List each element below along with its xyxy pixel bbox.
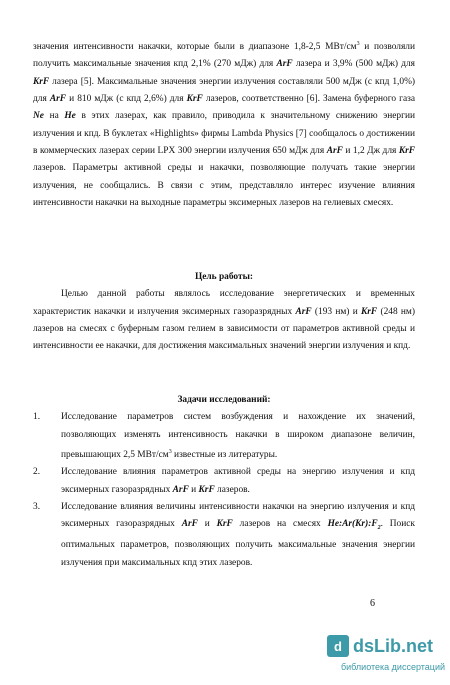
list-number: 2. <box>33 467 41 478</box>
formula-krf: KrF <box>398 145 415 156</box>
text-run: (193 нм) и <box>311 306 362 317</box>
formula-krf: KrF <box>216 519 233 530</box>
text-run: (248 нм) лазеров на смесях с буферным газом гелием в зависимости от параметров активной среды и интенсивности ее накачки, для достижения максимальных значений энергии излучения и кпд. <box>33 306 415 352</box>
formula-arf: ArF <box>295 306 312 317</box>
superscript: 3 <box>168 448 172 455</box>
text-run: и <box>197 519 217 530</box>
text-run: и <box>188 484 199 495</box>
text-run: и 1,2 Дж для <box>342 145 399 156</box>
text-run: значения интенсивности накачки, которые были в диапазоне 1,8-2,5 МВт/см <box>33 42 357 53</box>
formula-he: He <box>64 111 76 122</box>
formula-krf: KrF <box>33 76 50 87</box>
formula-krf: KrF <box>186 94 203 105</box>
subscript: 2 <box>377 525 381 532</box>
formula-krf: KrF <box>361 306 378 317</box>
formula-krf: KrF <box>198 484 215 495</box>
text-run: Исследование параметров систем возбуждения и нахождение их значений, позволяющих изменять интенсивность накачки в широком диапазоне величин, превышающих 2,5 МВт/см <box>61 412 415 461</box>
list-number: 3. <box>33 501 41 512</box>
formula-arf: ArF <box>49 94 67 105</box>
text-run: лазеров. <box>214 484 250 495</box>
text-run: на <box>43 111 65 122</box>
text-run: лазера и 3,9% (500 мДж) для <box>292 59 415 70</box>
formula-arf: ArF <box>172 484 189 495</box>
formula-arf: ArF <box>181 519 198 530</box>
watermark-logo <box>325 632 445 660</box>
formula-arf: ArF <box>276 59 293 70</box>
logo-text: dsLib.net <box>353 636 433 656</box>
text-run: лазера [5]. Максимальные значения энергии излучения составляли 500 мДж (с кпд 1,0%) для <box>33 76 415 105</box>
text-run: и позволяли получить максимальные значения кпд 2,1% (270 мДж) для <box>33 42 415 70</box>
intro-paragraph <box>33 36 415 212</box>
text-run: лазеров, соответственно [6]. Замена буферного газа <box>202 94 416 105</box>
svg-text:d: d <box>334 639 342 654</box>
text-run: лазеров. Параметры активной среды и накачки, позволяющие получать такие энергии излучения, не сообщались. В связи с этим, представляло интерес изучение влияния интенсивности накачки на выходные параметры эксимерных лазеров на гелиевых смесях. <box>33 163 415 208</box>
text-run: лазеров на смесях <box>232 519 328 530</box>
text-run: . Поиск оптимальных параметров, позволяющих получить максимальные значения энергии излучения при максимальных кпд этих лазеров. <box>61 519 415 568</box>
formula-arf: ArF <box>326 145 343 156</box>
text-run: в этих лазерах, как правило, приводила к значительному снижению энергии излучения и кпд. В буклетах «Highlights» фирмы Lambda Physics [7] сообщалось о достижении в коммерческих лазерах серии LPX 300 энергии излучения 650 мДж для <box>33 111 415 156</box>
list-item <box>33 464 415 499</box>
text-run: Исследование влияния величины интенсивности накачки на энергию излучения и кпд эксимерных газоразрядных <box>61 501 415 530</box>
goal-heading: Цель работы: <box>194 272 254 282</box>
goal-section <box>33 269 415 355</box>
watermark <box>325 632 445 680</box>
text-run: известные из литературы. <box>171 450 278 461</box>
goal-paragraph <box>33 286 415 355</box>
list-number: 1. <box>33 412 41 423</box>
list-item <box>33 409 415 464</box>
tasks-section <box>33 392 415 572</box>
text-run: и 810 мДж (с кпд 2,6%) для <box>66 94 187 105</box>
watermark-subtitle: библиотека диссертаций <box>340 662 445 672</box>
text-run: Целью данной работы являлось исследование энергетических и временных характеристик накачки и излучения эксимерных газоразрядных <box>33 289 415 317</box>
list-item <box>33 499 415 572</box>
page-number: 6 <box>370 598 375 609</box>
superscript: 3 <box>356 41 360 47</box>
formula-ne: Ne <box>33 111 44 122</box>
tasks-heading: Задачи исследований: <box>177 395 271 405</box>
text-run: Исследование влияния параметров активной среды на энергию излучения и кпд эксимерных газоразрядных <box>61 467 415 495</box>
formula-mixture: He:Ar(Kr):F <box>327 519 378 530</box>
